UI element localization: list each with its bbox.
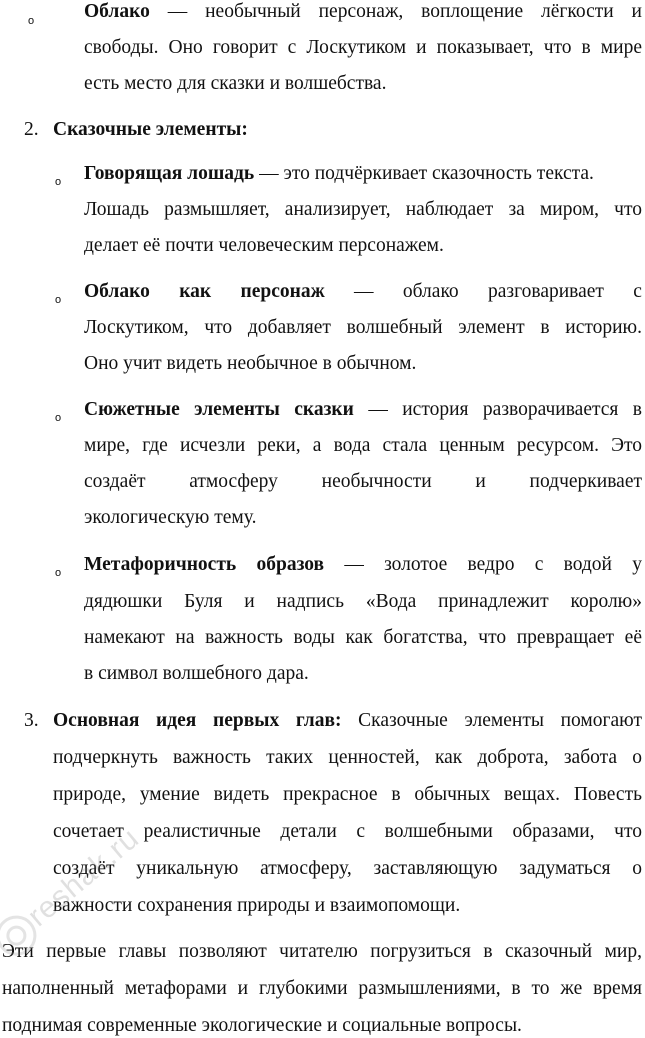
term-bold: Сюжетные элементы сказки (84, 399, 354, 420)
text-segment: — это подчёркивает сказочность текста. (254, 163, 594, 184)
term-bold: как (179, 281, 212, 302)
paragraph-line (84, 280, 642, 304)
heading-bold: Сказочные элементы: (53, 119, 248, 140)
list-number: 3. (24, 710, 39, 731)
paragraph-line: в символ волшебного дара. (84, 663, 309, 684)
section-heading (53, 118, 248, 142)
paragraph-line: делает её почти человеческим персонажем. (84, 235, 444, 256)
text-segment: — золотое ведро с водой у (324, 554, 642, 575)
paragraph-line (84, 470, 642, 494)
bullet-marker: o (55, 412, 62, 424)
term-bold: Облако (84, 1, 150, 22)
text-segment: — (354, 281, 374, 302)
paragraph-line: природе, умение видеть прекрасное в обычных вещах. Повесть (53, 784, 642, 805)
paragraph-line: подчеркнуть важность таких ценностей, как доброта, забота о (53, 747, 642, 768)
paragraph-line (84, 398, 642, 422)
text-segment: необычности (321, 471, 432, 492)
term-bold: персонаж (240, 281, 325, 302)
paragraph-line: Оно учит видеть необычное в обычном. (84, 353, 417, 374)
paragraph-line: Лоскутиком, что добавляет волшебный элемент в историю. (84, 317, 642, 338)
paragraph-line (84, 553, 642, 577)
term-bold: Облако (84, 281, 150, 302)
paragraph-line (84, 162, 594, 186)
watermark-text: reshak.ru (21, 821, 146, 933)
paragraph-line: свободы. Оно говорит с Лоскутиком и показывает, что в мире (84, 37, 642, 58)
paragraph-line: Лошадь размышляет, анализирует, наблюдает за миром, что (84, 199, 642, 220)
text-segment: — история разворачивается в (353, 399, 642, 420)
text-segment: атмосферу (189, 471, 278, 492)
text-segment: Сказочные элементы помогают (341, 710, 642, 731)
text-segment: — необычный персонаж, воплощение лёгкости и (149, 1, 642, 22)
bullet-marker: o (55, 176, 62, 188)
text-segment: подчеркивает (529, 471, 642, 492)
paragraph-line (84, 0, 642, 24)
paragraph-line: намекают на важность воды как богатства, что превращает её (84, 627, 642, 648)
paragraph-line: есть место для сказки и волшебства. (84, 73, 387, 94)
paragraph-line: поднимая современные экологические и социальные вопросы. (2, 1015, 522, 1036)
text-segment: облако (402, 281, 459, 302)
paragraph-line: экологическую тему. (84, 507, 257, 528)
paragraph-line: важности сохранения природы и взаимопомощи. (53, 895, 461, 916)
term-bold: Метафоричность образов (84, 554, 325, 575)
paragraph-line: Эти первые главы позволяют читателю погрузиться в сказочный мир, (2, 941, 642, 962)
list-number: 2. (24, 119, 39, 140)
text-segment: с (633, 281, 642, 302)
text-segment: и (475, 471, 486, 492)
heading-bold: Основная идея первых глав: (53, 710, 342, 731)
text-segment: создаёт (84, 471, 146, 492)
bullet-marker: o (55, 567, 62, 579)
paragraph-line: мире, где исчезли реки, а вода стала ценным ресурсом. Это (84, 435, 642, 456)
bullet-marker: o (28, 15, 35, 27)
paragraph-line: наполненный метафорами и глубокими размышлениями, в то же время (2, 978, 642, 999)
paragraph-line: создаёт уникальную атмосферу, заставляющую задуматься о (53, 858, 642, 879)
bullet-marker: o (55, 294, 62, 306)
text-segment: разговаривает (488, 281, 604, 302)
paragraph-line (53, 709, 642, 733)
term-bold: Говорящая лошадь (84, 163, 255, 184)
paragraph-line: дядюшки Буля и надпись «Вода принадлежит королю» (84, 591, 642, 612)
paragraph-line: сочетает реалистичные детали с волшебными образами, что (53, 821, 642, 842)
